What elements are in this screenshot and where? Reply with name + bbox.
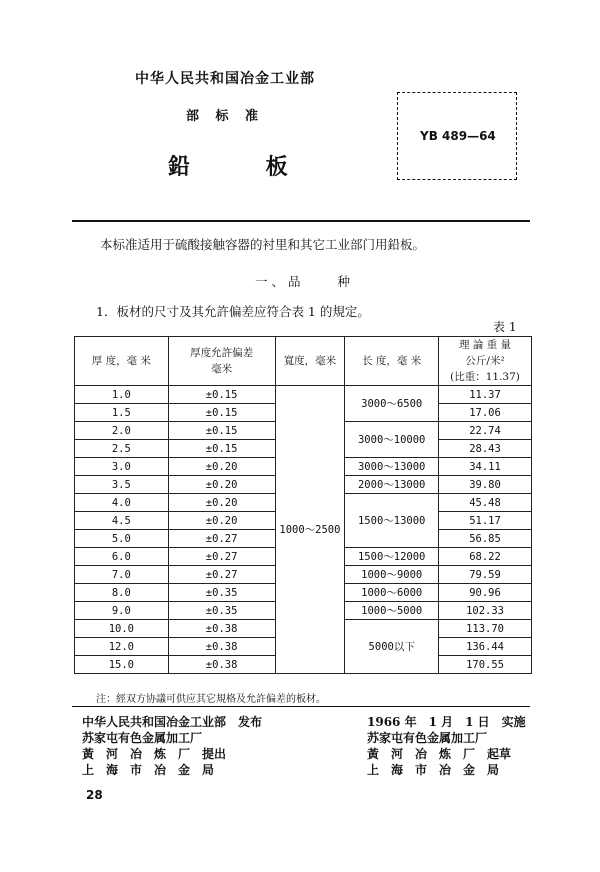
tolerance-cell: ±0.35 bbox=[168, 584, 275, 602]
spec-table bbox=[74, 336, 532, 674]
weight-cell: 39.80 bbox=[439, 476, 532, 494]
width-cell: 1000～2500 bbox=[275, 386, 345, 674]
length-cell: 3000～10000 bbox=[345, 422, 439, 458]
ministry-name: 中华人民共和国冶金工业部 bbox=[135, 71, 315, 87]
length-cell: 5000以下 bbox=[345, 620, 439, 674]
tolerance-cell: ±0.38 bbox=[168, 638, 275, 656]
thickness-cell: 9.0 bbox=[75, 602, 169, 620]
header-weight-line1: 理 論 重 量 bbox=[459, 339, 512, 351]
footer-divider bbox=[72, 706, 530, 707]
thickness-cell: 7.0 bbox=[75, 566, 169, 584]
table-row bbox=[75, 386, 532, 404]
header-divider bbox=[72, 220, 530, 222]
thickness-cell: 10.0 bbox=[75, 620, 169, 638]
length-cell: 2000～13000 bbox=[345, 476, 439, 494]
weight-cell: 136.44 bbox=[439, 638, 532, 656]
length-cell: 3000～13000 bbox=[345, 458, 439, 476]
weight-cell: 45.48 bbox=[439, 494, 532, 512]
weight-cell: 90.96 bbox=[439, 584, 532, 602]
table-label: 表 1 bbox=[493, 320, 517, 334]
tolerance-cell: ±0.20 bbox=[168, 512, 275, 530]
publication-right bbox=[367, 714, 526, 778]
thickness-cell: 3.5 bbox=[75, 476, 169, 494]
weight-cell: 51.17 bbox=[439, 512, 532, 530]
length-cell: 1500～12000 bbox=[345, 548, 439, 566]
drafter-line3: 上 海 市 冶 金 局 bbox=[367, 763, 500, 777]
tolerance-cell: ±0.38 bbox=[168, 620, 275, 638]
table-note: 注：經双方协議可供应其它規格及允許偏差的板材。 bbox=[96, 694, 326, 705]
length-cell: 1500～13000 bbox=[345, 494, 439, 548]
tolerance-cell: ±0.20 bbox=[168, 458, 275, 476]
tolerance-cell: ±0.35 bbox=[168, 602, 275, 620]
clause-1: 1．板材的尺寸及其允許偏差应符合表 1 的規定。 bbox=[96, 304, 370, 319]
publication-left bbox=[82, 714, 262, 778]
weight-cell: 68.22 bbox=[439, 548, 532, 566]
thickness-cell: 8.0 bbox=[75, 584, 169, 602]
weight-cell: 56.85 bbox=[439, 530, 532, 548]
header-tolerance-line2: 毫米 bbox=[211, 363, 233, 375]
weight-cell: 34.11 bbox=[439, 458, 532, 476]
thickness-cell: 5.0 bbox=[75, 530, 169, 548]
thickness-cell: 1.5 bbox=[75, 404, 169, 422]
weight-cell: 11.37 bbox=[439, 386, 532, 404]
table-body bbox=[75, 386, 532, 674]
thickness-cell: 4.5 bbox=[75, 512, 169, 530]
weight-cell: 102.33 bbox=[439, 602, 532, 620]
header-weight-line3: (比重：11.37) bbox=[450, 371, 520, 383]
length-cell: 3000～6500 bbox=[345, 386, 439, 422]
thickness-cell: 2.5 bbox=[75, 440, 169, 458]
tolerance-cell: ±0.27 bbox=[168, 530, 275, 548]
tolerance-cell: ±0.20 bbox=[168, 494, 275, 512]
table-header-row bbox=[75, 337, 532, 386]
publisher-line: 中华人民共和国冶金工业部 发布 bbox=[82, 715, 263, 729]
tolerance-cell: ±0.15 bbox=[168, 422, 275, 440]
thickness-cell: 4.0 bbox=[75, 494, 169, 512]
document-title: 鉛 板 bbox=[168, 154, 322, 180]
length-cell: 1000～6000 bbox=[345, 584, 439, 602]
tolerance-cell: ±0.15 bbox=[168, 404, 275, 422]
proposer-line1: 苏家屯有色金属加工厂 bbox=[82, 731, 203, 745]
header-tolerance bbox=[168, 337, 275, 386]
weight-cell: 22.74 bbox=[439, 422, 532, 440]
header-weight bbox=[439, 337, 532, 386]
weight-cell: 28.43 bbox=[439, 440, 532, 458]
length-cell: 1000～5000 bbox=[345, 602, 439, 620]
weight-cell: 113.70 bbox=[439, 620, 532, 638]
page-number: 28 bbox=[86, 788, 103, 802]
weight-cell: 79.59 bbox=[439, 566, 532, 584]
weight-cell: 17.06 bbox=[439, 404, 532, 422]
tolerance-cell: ±0.15 bbox=[168, 386, 275, 404]
tolerance-cell: ±0.20 bbox=[168, 476, 275, 494]
tolerance-cell: ±0.15 bbox=[168, 440, 275, 458]
proposer-line3: 上 海 市 冶 金 局 bbox=[82, 763, 215, 777]
header-weight-line2: 公斤/米² bbox=[465, 355, 505, 367]
proposer-line2: 黃 河 冶 炼 厂 提出 bbox=[82, 747, 227, 761]
drafter-line1: 苏家屯有色金属加工厂 bbox=[367, 731, 488, 745]
tolerance-cell: ±0.38 bbox=[168, 656, 275, 674]
header-tolerance-line1: 厚度允許偏差 bbox=[190, 347, 254, 359]
thickness-cell: 2.0 bbox=[75, 422, 169, 440]
thickness-cell: 12.0 bbox=[75, 638, 169, 656]
thickness-cell: 6.0 bbox=[75, 548, 169, 566]
tolerance-cell: ±0.27 bbox=[168, 566, 275, 584]
thickness-cell: 1.0 bbox=[75, 386, 169, 404]
weight-cell: 170.55 bbox=[439, 656, 532, 674]
tolerance-cell: ±0.27 bbox=[168, 548, 275, 566]
thickness-cell: 3.0 bbox=[75, 458, 169, 476]
section-title: 一、品 种 bbox=[255, 274, 355, 289]
length-cell: 1000～9000 bbox=[345, 566, 439, 584]
header-width: 寬度，毫米 bbox=[275, 337, 345, 386]
header-length: 长 度，毫 米 bbox=[345, 337, 439, 386]
intro-paragraph: 本标准适用于硫酸接触容器的衬里和其它工业部门用鉛板。 bbox=[100, 237, 426, 252]
standard-code: YB 489—64 bbox=[420, 129, 496, 143]
drafter-line2: 黃 河 冶 炼 厂 起草 bbox=[367, 747, 512, 761]
header-thickness: 厚 度，毫 米 bbox=[75, 337, 169, 386]
standard-type: 部 标 准 bbox=[186, 109, 265, 124]
thickness-cell: 15.0 bbox=[75, 656, 169, 674]
effective-line: 1966 年 1 月 1 日 实施 bbox=[367, 715, 526, 729]
